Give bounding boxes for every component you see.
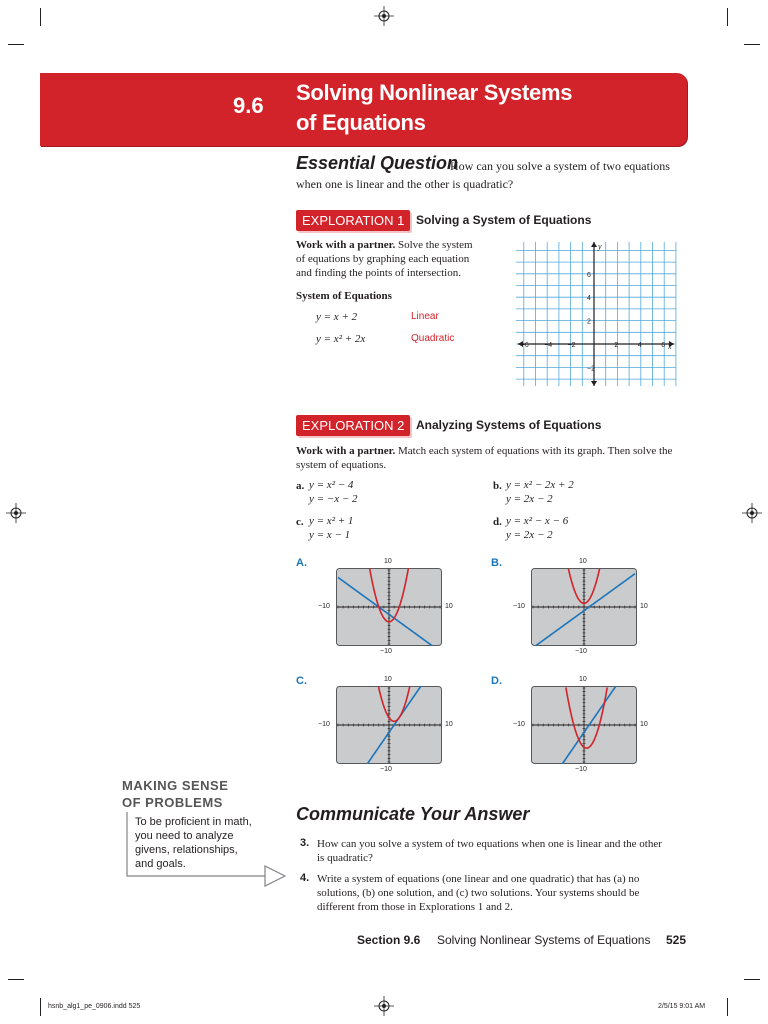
slug-timestamp: 2/5/15 9:01 AM (658, 1003, 706, 1010)
registration-mark-icon (374, 996, 394, 1016)
essential-question-text: How can you solve a system of two equations (450, 159, 670, 173)
y-axis-label: y (598, 242, 602, 251)
making-sense-text (135, 815, 260, 871)
graph-ymax-label: 10 (579, 558, 587, 565)
page-title-line1: Solving Nonlinear Systems (296, 80, 573, 105)
graph-xmax-label: 10 (445, 603, 453, 610)
grid-tick-label: −4 (544, 342, 553, 349)
graph-ymax-label: 10 (384, 558, 392, 565)
graph-ymin-label: −10 (575, 766, 587, 773)
graph-ymin-label: −10 (575, 648, 587, 655)
system-equation: y = 2x − 2 (506, 493, 553, 505)
instruction-bold: Work with a partner. (296, 239, 396, 251)
question-number: 3. (300, 837, 310, 849)
system-equation: y = x² − 4 (309, 479, 354, 491)
graph-xmin-label: −10 (513, 603, 525, 610)
registration-mark-icon (742, 503, 762, 523)
equation-linear: y = x + 2 (316, 311, 358, 323)
graph-ymax-label: 10 (384, 676, 392, 683)
coordinate-grid (514, 240, 678, 388)
instruction-text: system of equations. (296, 459, 387, 471)
exploration-1-title: Solving a System of Equations (416, 213, 592, 227)
crop-mark (727, 998, 728, 1016)
x-axis-label: x (668, 342, 672, 351)
making-sense-heading (122, 777, 228, 811)
crop-mark (8, 979, 24, 980)
system-letter: a. (296, 480, 305, 492)
question-text: How can you solve a system of two equations when one is linear and the other (317, 838, 662, 850)
essential-question-heading: Essential Question (296, 153, 459, 173)
making-sense-text-line: and goals. (135, 858, 186, 870)
making-sense-text-line: givens, relationships, (135, 844, 238, 856)
grid-tick-label: 6 (587, 271, 591, 279)
grid-tick-label: −2 (587, 365, 595, 373)
equation-label-linear: Linear (411, 311, 439, 322)
graph-xmin-label: −10 (318, 603, 330, 610)
grid-tick-label: 4 (637, 342, 642, 349)
system-letter: c. (296, 516, 304, 528)
equation-label-quadratic: Quadratic (411, 333, 455, 344)
graph-ymax-label: 10 (579, 676, 587, 683)
essential-question-text: when one is linear and the other is quadratic? (296, 177, 514, 191)
registration-mark-icon (6, 503, 26, 523)
graph-xmin-label: −10 (513, 721, 525, 728)
section-number: 9.6 (233, 93, 264, 118)
exploration-2-badge: EXPLORATION 2 (296, 415, 410, 436)
exploration-1-instructions (296, 238, 473, 252)
graph-a-screen (336, 568, 442, 646)
graph-c-screen (336, 686, 442, 764)
graph-label-d: D. (491, 675, 502, 687)
footer-title: Solving Nonlinear Systems of Equations (437, 933, 651, 947)
crop-mark (40, 998, 41, 1016)
communicate-heading: Communicate Your Answer (296, 804, 530, 824)
making-sense-text-line: To be proficient in math, (135, 816, 252, 828)
question-number: 4. (300, 872, 310, 884)
grid-tick-label: −6 (520, 342, 529, 349)
system-equation: y = x² − 2x + 2 (506, 479, 574, 491)
crop-mark (744, 979, 760, 980)
system-equation: y = −x − 2 (309, 493, 358, 505)
grid-tick-label: 4 (587, 295, 591, 303)
page-number: 525 (666, 933, 687, 947)
equation-quadratic: y = x² + 2x (316, 333, 366, 345)
system-letter: b. (493, 480, 502, 492)
exploration-2-instructions (296, 444, 672, 458)
slug-filename: hsnb_alg1_pe_0906.indd 525 (48, 1003, 141, 1010)
system-equation: y = x² − x − 6 (506, 515, 569, 527)
question-text: Write a system of equations (one linear and one quadratic) that has (a) no (317, 873, 640, 885)
system-letter: d. (493, 516, 502, 528)
graph-label-c: C. (296, 675, 307, 687)
making-sense-heading-line: OF PROBLEMS (122, 795, 223, 810)
y-axis-arrow-icon (591, 381, 597, 386)
question-text: different from those in Explorations 1 and 2. (317, 901, 513, 913)
instruction-text: Solve the system (397, 239, 473, 251)
graph-xmax-label: 10 (640, 603, 648, 610)
registration-mark-icon (374, 6, 394, 26)
system-equation: y = x² + 1 (309, 515, 354, 527)
instruction-text: and finding the points of intersection. (296, 267, 461, 279)
graph-label-a: A. (296, 557, 307, 569)
exploration-1-badge: EXPLORATION 1 (296, 210, 410, 231)
y-axis-arrow-icon (591, 242, 597, 247)
graph-xmax-label: 10 (640, 721, 648, 728)
instruction-bold: Work with a partner. (296, 445, 396, 457)
system-heading: System of Equations (296, 290, 392, 302)
graph-label-b: B. (491, 557, 502, 569)
instruction-text: of equations by graphing each equation (296, 253, 470, 265)
making-sense-text-line: you need to analyze (135, 830, 234, 842)
question-text: solutions, (b) one solution, and (c) two solutions. Your systems should be (317, 887, 640, 899)
making-sense-heading-line: MAKING SENSE (122, 778, 229, 793)
question-text: is quadratic? (317, 852, 373, 864)
system-equation: y = x − 1 (309, 529, 351, 541)
graph-ymin-label: −10 (380, 766, 392, 773)
grid-tick-label: 2 (614, 342, 619, 349)
crop-mark (8, 44, 24, 45)
graph-xmax-label: 10 (445, 721, 453, 728)
instruction-text: Match each system of equations with its graph. Then solve the (397, 445, 673, 457)
graph-xmin-label: −10 (318, 721, 330, 728)
graph-ymin-label: −10 (380, 648, 392, 655)
graph-d-screen (531, 686, 637, 764)
page-title-line2: of Equations (296, 110, 426, 135)
crop-mark (744, 44, 760, 45)
graph-b-screen (531, 568, 637, 646)
grid-tick-label: 6 (661, 342, 666, 349)
footer-section: Section 9.6 (357, 933, 421, 947)
grid-tick-label: −2 (567, 342, 576, 349)
system-equation: y = 2x − 2 (506, 529, 553, 541)
crop-mark (727, 8, 728, 26)
crop-mark (40, 8, 41, 26)
grid-tick-label: 2 (587, 318, 591, 326)
exploration-2-title: Analyzing Systems of Equations (416, 418, 602, 432)
